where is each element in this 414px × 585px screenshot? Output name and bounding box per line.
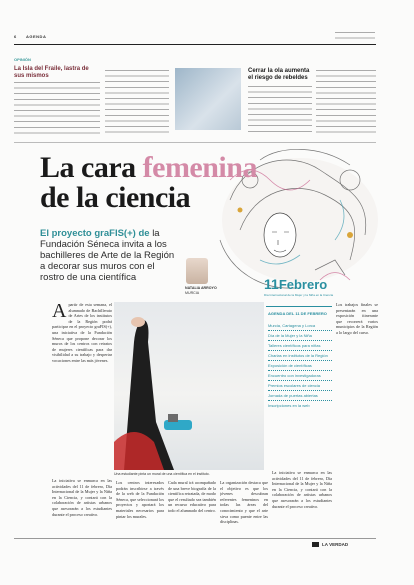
strip-item4-text	[316, 70, 376, 134]
footer-logo-mark	[312, 542, 319, 547]
strip-item3-text	[248, 86, 312, 134]
footer-brand: LA VERDAD	[322, 542, 349, 547]
feb-word: Febrero	[278, 277, 328, 292]
agenda-item: Premios escolares de ciencia	[268, 381, 332, 391]
title-line1-plain: La cara	[40, 151, 143, 184]
main-title	[40, 153, 280, 213]
article-col3: Cada mural irá acompañado de una breve biografía de la científica retratada, de modo que el resultado sea también un recurso educativo para todo el alumnado del centro.	[168, 480, 216, 513]
article-col-right: Los trabajos finales se presentarán en una exposición itinerante que recorrerá varios municipios de la Región a lo largo del curso.	[336, 302, 378, 335]
subtitle	[40, 228, 180, 283]
article-col2: Los centros interesados podrán inscribirse a través de la web de la Fundación Séneca, que seleccionará los proyectos y aportará los materiales necesarios para pintar los murales.	[116, 480, 164, 519]
dropcap: A	[52, 302, 67, 322]
agenda-box	[266, 306, 332, 467]
strip-item3-headline: Cerrar la ola aumenta el riesgo de rebeldes	[248, 68, 310, 81]
section-name: AGENDA	[26, 34, 47, 39]
feb-number: 11	[264, 276, 279, 292]
author-avatar	[186, 258, 208, 284]
agenda-item: Charlas en institutos de la Región	[268, 351, 332, 361]
article-col1-bottom: La iniciativa se enmarca en las actividades del 11 de febrero, Día Internacional de la Mujer y la Niña en la Ciencia, y contará con la colaboración de artistas urbanos que asesorarán a los estudiantes durante el proceso creativo.	[52, 478, 112, 517]
article-col4: La organización destaca que el objetivo es que los jóvenes descubran referentes femeninos en todas las áreas del conocimiento y que el arte sirva como puente entre las disciplinas.	[220, 480, 268, 525]
agenda-item: Jornada de puertas abiertas	[268, 391, 332, 401]
agenda-heading: AGENDA DEL 11 DE FEBRERO	[268, 311, 327, 316]
strip-item1-text	[14, 82, 100, 134]
agenda-item: Día de la Mujer y la Niña	[268, 331, 332, 341]
strip-photo	[175, 68, 241, 130]
subtitle-rest: la Fundación Séneca invita a los bachilleres de Arte de la Región a decorar sus muros con el rostro de una científica	[40, 228, 175, 283]
byline-name: NATALIA ARROYO	[185, 286, 217, 290]
strip-item2-text	[105, 70, 169, 134]
main-photo	[114, 302, 264, 470]
agenda-item: Exposición de científicas	[268, 361, 332, 371]
footer-rule	[14, 538, 376, 539]
page-number: 6	[14, 34, 17, 39]
strip-item1-headline: La Isla del Fraile, lastra de sus mismos	[14, 66, 89, 79]
title-line2: de la ciencia	[40, 181, 191, 214]
strip-label: OPINIÓN	[14, 57, 31, 62]
title-accent-word: femenina	[142, 151, 257, 184]
feb-tagline: Día Internacional de la Mujer y la Niña en la Ciencia	[264, 293, 334, 297]
header-rule	[14, 44, 376, 45]
febrero-logo	[264, 276, 334, 304]
agenda-item: Talleres científicos para niñas	[268, 341, 332, 351]
subtitle-lead: El proyecto graFIS(+) de	[40, 228, 150, 239]
byline-place: MURCIA	[185, 291, 200, 295]
agenda-item: Encuentro con investigadoras	[268, 371, 332, 381]
header-right-info	[335, 32, 375, 41]
agenda-item: Murcia, Cartagena y Lorca	[268, 321, 332, 331]
article-col1	[52, 302, 112, 472]
agenda-item: Inscripciones en la web	[268, 403, 310, 408]
photo-caption: Una estudiante pinta un mural de una científica en el instituto.	[114, 472, 210, 476]
article-col1-text: partir de esta semana, el alumnado de Bachillerato de Artes de los institutos de la Región podrá participar en el proyecto graFIS(+), una iniciativa de la Fundación Séneca que propone decorar los muros de los centros con retratos de mujeres científicas para dar visibilidad a su trabajo y despertar vocaciones entre las más jóvenes.	[52, 302, 112, 363]
article-col5: La iniciativa se enmarca en las actividades del 11 de febrero, Día Internacional de la Mujer y la Niña en la Ciencia, y contará con la colaboración de artistas urbanos que asesorarán a los estudiantes durante el proceso creativo.	[272, 470, 332, 509]
